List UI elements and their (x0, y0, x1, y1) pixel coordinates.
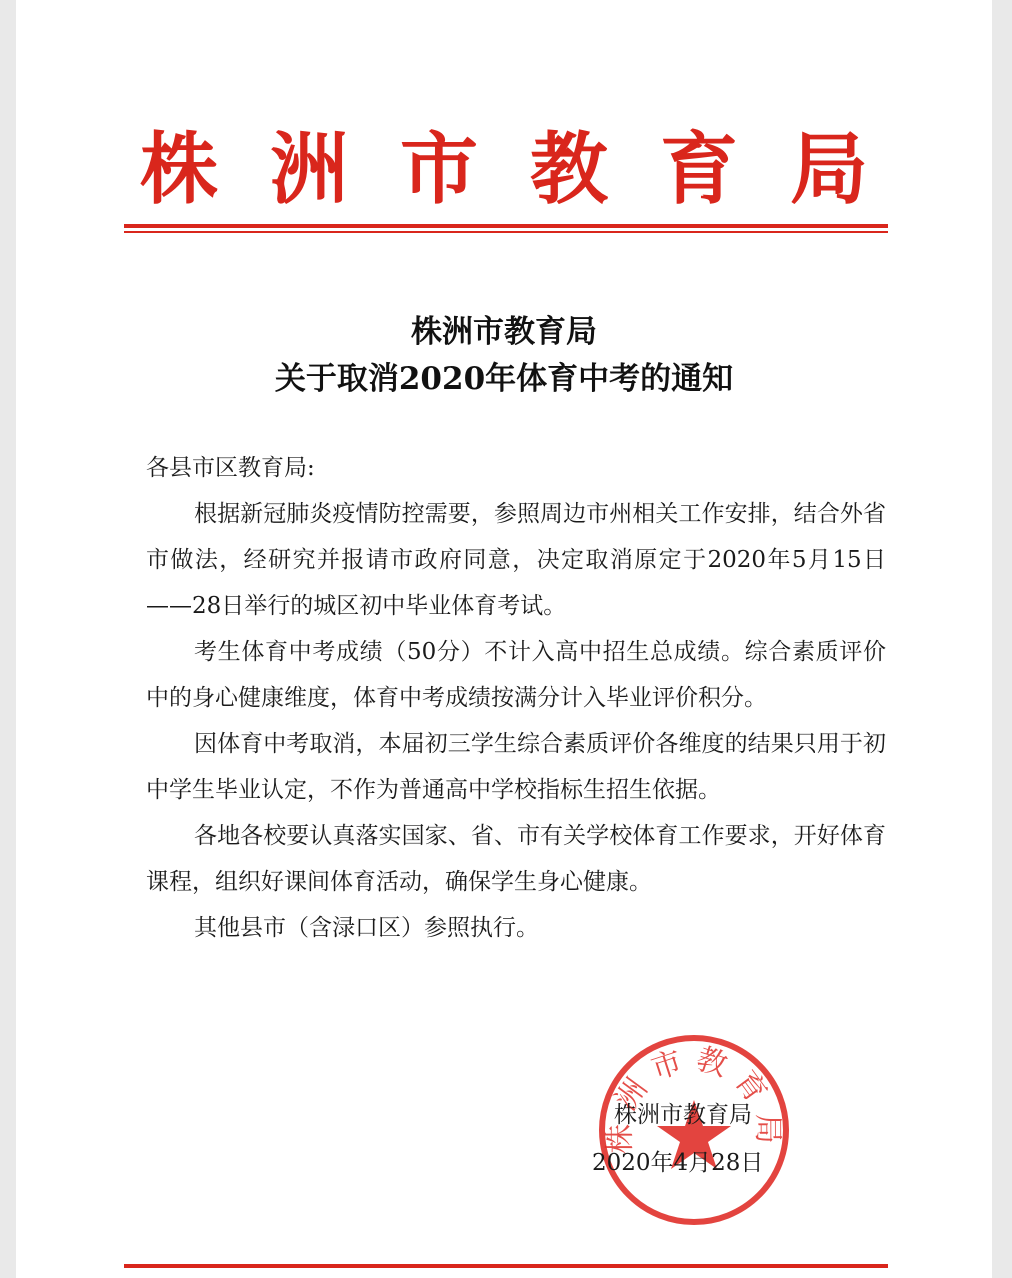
seal-text: 株洲市教育局 (602, 1041, 786, 1154)
document-title-line2: 关于取消2020年体育中考的通知 (274, 361, 734, 397)
letterhead-title: 株洲市教育局 (139, 124, 920, 215)
paragraph-2: 考生体育中考成绩（50分）不计入高中招生总成绩。综合素质评价中的身心健康维度，体育中考成绩按满分计入毕业评价积分。 (146, 639, 886, 711)
greeting: 各县市区教育局: (146, 455, 315, 481)
letterhead-rule-thin (124, 231, 888, 233)
signature-date: 2020年4月28日 (592, 1150, 764, 1176)
document-title-line1: 株洲市教育局 (411, 314, 597, 350)
document-body (146, 491, 886, 951)
letterhead-rule-thick (124, 224, 888, 228)
footer-rule (124, 1264, 888, 1268)
paragraph-4: 各地各校要认真落实国家、省、市有关学校体育工作要求，开好体育课程，组织好课间体育活动，确保学生身心健康。 (146, 823, 886, 895)
document-page (16, 0, 992, 1278)
paragraph-5: 其他县市（含渌口区）参照执行。 (194, 915, 539, 941)
signature-org: 株洲市教育局 (614, 1102, 752, 1128)
paragraph-1: 根据新冠肺炎疫情防控需要，参照周边市州相关工作安排，结合外省市做法，经研究并报请市政府同意，决定取消原定于2020年5月15日——28日举行的城区初中毕业体育考试。 (146, 501, 886, 619)
paragraph-3: 因体育中考取消，本届初三学生综合素质评价各维度的结果只用于初中学生毕业认定，不作为普通高中学校指标生招生依据。 (146, 731, 886, 803)
